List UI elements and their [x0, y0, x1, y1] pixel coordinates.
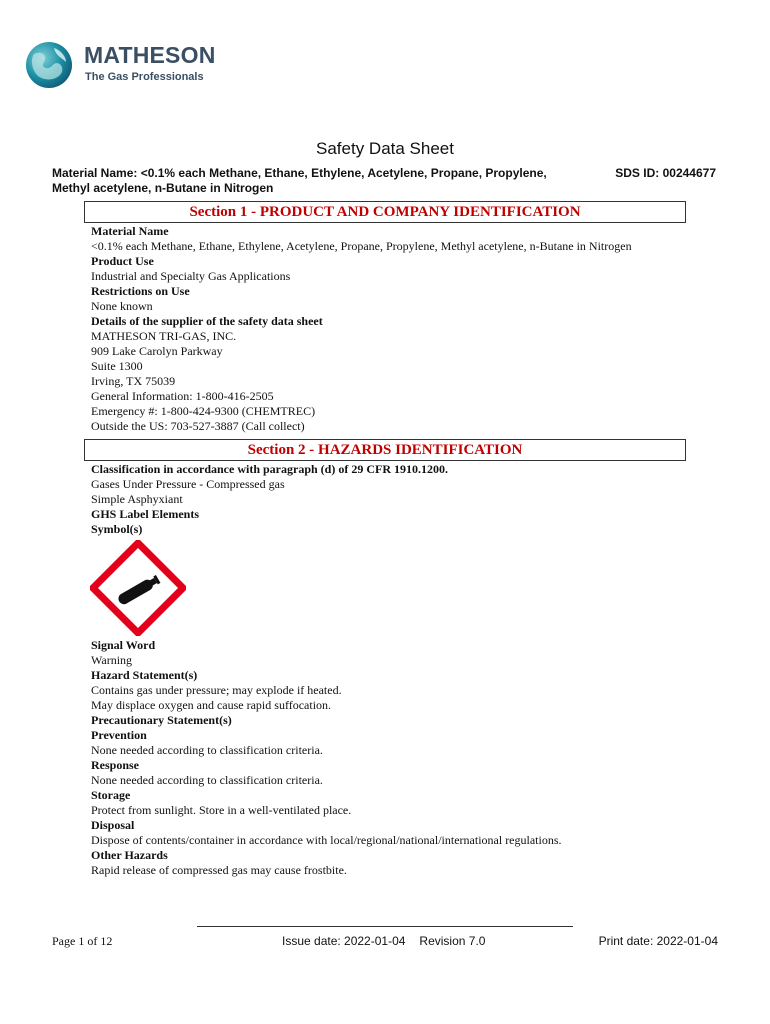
ghs-label: GHS Label Elements — [91, 507, 200, 521]
signal-word-label: Signal Word — [91, 638, 156, 652]
product-use-label: Product Use — [91, 254, 154, 268]
hazard-statement: Contains gas under pressure; may explode if heated. — [91, 683, 342, 697]
document-title: Safety Data Sheet — [316, 139, 454, 158]
section-1-body — [91, 224, 632, 434]
globe-logo-icon — [24, 40, 74, 90]
supplier-line: General Information: 1-800-416-2505 — [91, 389, 274, 403]
disposal-value: Dispose of contents/container in accordance with local/regional/national/international regulations. — [91, 833, 562, 847]
classification-item: Simple Asphyxiant — [91, 492, 183, 506]
footer-divider — [197, 926, 573, 927]
disposal-label: Disposal — [91, 818, 135, 832]
matheson-logo — [24, 40, 224, 92]
material-name-header: Material Name: <0.1% each Methane, Ethane, Ethylene, Acetylene, Propane, Propylene, Methyl acetylene, n-Butane in Nitrogen — [52, 166, 547, 195]
supplier-line: 909 Lake Carolyn Parkway — [91, 344, 223, 358]
response-value: None needed according to classification criteria. — [91, 773, 323, 787]
classification-label: Classification in accordance with paragraph (d) of 29 CFR 1910.1200. — [91, 462, 448, 476]
restrictions-label: Restrictions on Use — [91, 284, 190, 298]
print-date: Print date: 2022-01-04 — [598, 934, 718, 948]
supplier-line: Emergency #: 1-800-424-9300 (CHEMTREC) — [91, 404, 316, 418]
section-2-body-bottom — [91, 638, 562, 878]
gas-cylinder-icon — [90, 540, 186, 636]
logo-tagline: The Gas Professionals — [85, 71, 204, 83]
storage-value: Protect from sunlight. Store in a well-ventilated place. — [91, 803, 352, 817]
hazard-statement: May displace oxygen and cause rapid suffocation. — [91, 698, 332, 712]
supplier-line: MATHESON TRI-GAS, INC. — [91, 329, 237, 343]
signal-word-value: Warning — [91, 653, 133, 667]
section-1-heading: Section 1 - PRODUCT AND COMPANY IDENTIFICATION — [84, 201, 686, 223]
logo-name: MATHESON — [84, 42, 216, 68]
other-hazards-label: Other Hazards — [91, 848, 168, 862]
sds-id: SDS ID: 00244677 — [615, 166, 716, 180]
issue-info — [282, 934, 485, 948]
supplier-line: Irving, TX 75039 — [91, 374, 176, 388]
material-name-label: Material Name — [91, 224, 169, 238]
storage-label: Storage — [91, 788, 131, 802]
section-2-heading: Section 2 - HAZARDS IDENTIFICATION — [84, 439, 686, 461]
supplier-label: Details of the supplier of the safety data sheet — [91, 314, 323, 328]
classification-item: Gases Under Pressure - Compressed gas — [91, 477, 285, 491]
response-label: Response — [91, 758, 140, 772]
material-name-value: <0.1% each Methane, Ethane, Ethylene, Acetylene, Propane, Propylene, Methyl acetylene, n-Butane in Nitrogen — [91, 239, 632, 253]
symbols-label: Symbol(s) — [91, 522, 143, 536]
prevention-label: Prevention — [91, 728, 147, 742]
prevention-value: None needed according to classification criteria. — [91, 743, 323, 757]
supplier-line: Outside the US: 703-527-3887 (Call collect) — [91, 419, 305, 433]
supplier-line: Suite 1300 — [91, 359, 143, 373]
section-2-body-top — [91, 462, 448, 537]
page-number: Page 1 of 12 — [52, 934, 113, 948]
other-hazards-value: Rapid release of compressed gas may cause frostbite. — [91, 863, 347, 877]
precautionary-label: Precautionary Statement(s) — [91, 713, 232, 727]
issue-date: Issue date: 2022-01-04 — [282, 934, 406, 948]
restrictions-value: None known — [91, 299, 153, 313]
hazard-statements-label: Hazard Statement(s) — [91, 668, 198, 682]
product-use-value: Industrial and Specialty Gas Applications — [91, 269, 291, 283]
revision: Revision 7.0 — [419, 934, 486, 948]
